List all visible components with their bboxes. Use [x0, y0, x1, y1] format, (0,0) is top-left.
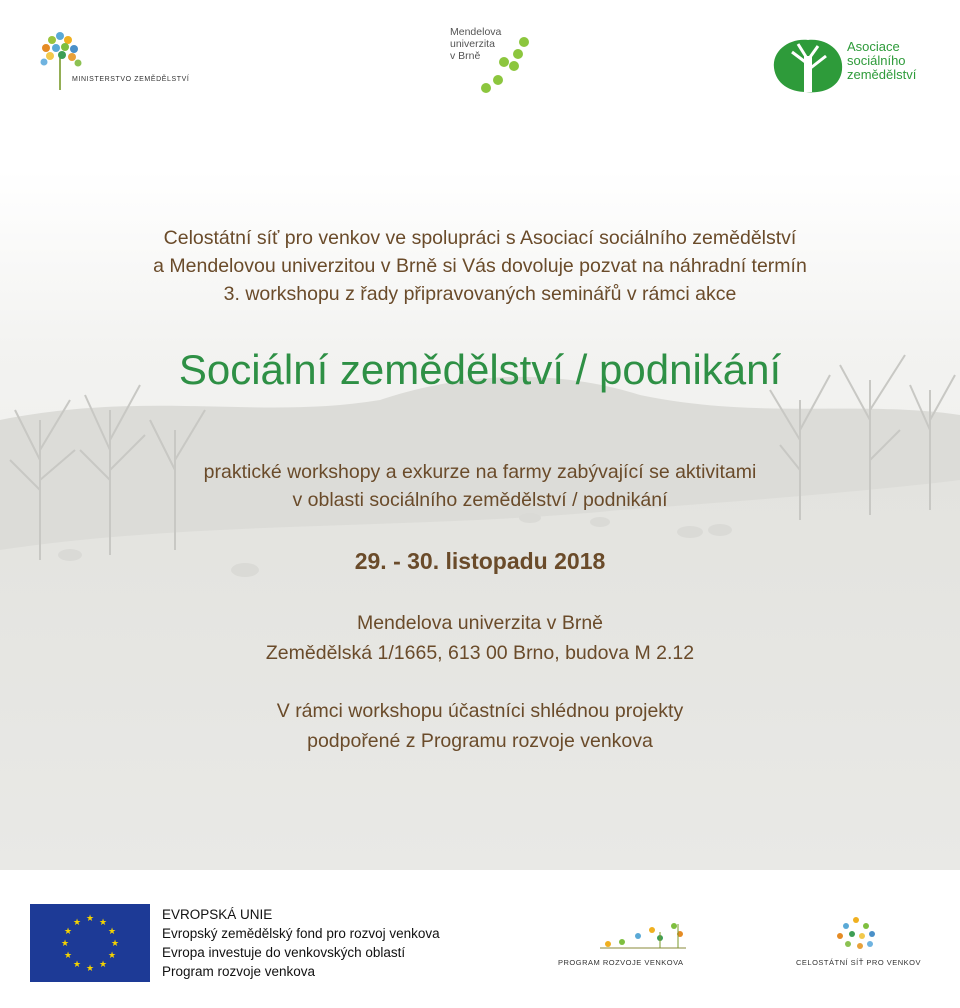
- svg-text:★: ★: [107, 927, 117, 937]
- svg-text:★: ★: [63, 927, 73, 937]
- svg-text:★: ★: [85, 964, 95, 974]
- eu-stars-icon: [30, 904, 150, 982]
- event-title: Sociální zemědělství / podnikání: [178, 346, 782, 393]
- svg-text:★: ★: [85, 914, 95, 924]
- event-venue: [0, 608, 960, 668]
- css-label: CELOSTÁTNÍ SÍŤ PRO VENKOV: [796, 958, 922, 967]
- ministry-logo: [38, 24, 208, 94]
- svg-text:★: ★: [98, 918, 108, 928]
- subtitle-line-1: praktické workshopy a exkurze na farmy zabývající se aktivitami: [203, 461, 757, 483]
- venue-line-1: Mendelova univerzita v Brně: [356, 612, 604, 634]
- event-date: 29. - 30. listopadu 2018: [354, 548, 606, 574]
- association-line-2: sociálního: [847, 53, 906, 68]
- ministry-tree-icon: [38, 24, 98, 94]
- intro-line-2: a Mendelovou univerzitou v Brně si Vás dovoluje pozvat na náhradní termín: [153, 255, 807, 277]
- eu-funding-text: [162, 905, 440, 981]
- national-rural-network-logo: [796, 912, 926, 968]
- svg-text:★: ★: [110, 939, 120, 949]
- svg-text:★: ★: [72, 960, 82, 970]
- mendel-line-1: Mendelova: [450, 26, 502, 38]
- eu-flag-icon: [30, 904, 150, 982]
- svg-text:★: ★: [60, 939, 70, 949]
- css-flower-icon: [796, 912, 926, 956]
- association-logo: [770, 34, 930, 100]
- svg-text:★: ★: [98, 960, 108, 970]
- intro-line-1: Celostátní síť pro venkov ve spolupráci s Asociací sociálního zemědělství: [163, 227, 797, 249]
- event-subtitle: [0, 458, 960, 514]
- eu-line-2: Evropský zemědělský fond pro rozvoj venkova: [162, 926, 440, 941]
- venue-line-2: Zemědělská 1/1665, 613 00 Brno, budova M 2.12: [265, 642, 695, 664]
- mendel-line-3: v Brně: [450, 50, 481, 62]
- eu-line-4: Program rozvoje venkova: [162, 964, 316, 979]
- intro-line-3: 3. workshopu z řady připravovaných seminářů v rámci akce: [223, 283, 737, 305]
- prv-label: PROGRAM ROZVOJE VENKOVA: [558, 958, 684, 967]
- svg-text:★: ★: [107, 951, 117, 961]
- prv-plants-icon: [556, 918, 696, 958]
- eu-line-1: EVROPSKÁ UNIE: [162, 907, 273, 922]
- svg-text:★: ★: [63, 951, 73, 961]
- projects-line-1: V rámci workshopu účastníci shlédnou projekty: [276, 700, 684, 722]
- invitation-intro: [0, 224, 960, 308]
- mendel-dots-icon: [474, 32, 544, 102]
- association-line-3: zemědělství: [847, 67, 917, 82]
- eu-line-3: Evropa investuje do venkovských oblastí: [162, 945, 406, 960]
- ministry-label: MINISTERSTVO ZEMĚDĚLSTVÍ: [72, 76, 190, 83]
- association-line-1: Asociace: [847, 39, 900, 54]
- svg-text:★: ★: [72, 918, 82, 928]
- footer: [0, 872, 960, 1008]
- projects-line-2: podpořené z Programu rozvoje venkova: [307, 730, 653, 752]
- mendel-university-logo: [448, 24, 538, 94]
- event-projects-note: [0, 696, 960, 756]
- subtitle-line-2: v oblasti sociálního zemědělství / podnikání: [292, 489, 668, 511]
- association-tree-icon: [770, 34, 846, 96]
- rural-development-program-logo: [556, 918, 696, 968]
- mendel-line-2: univerzita: [450, 38, 495, 50]
